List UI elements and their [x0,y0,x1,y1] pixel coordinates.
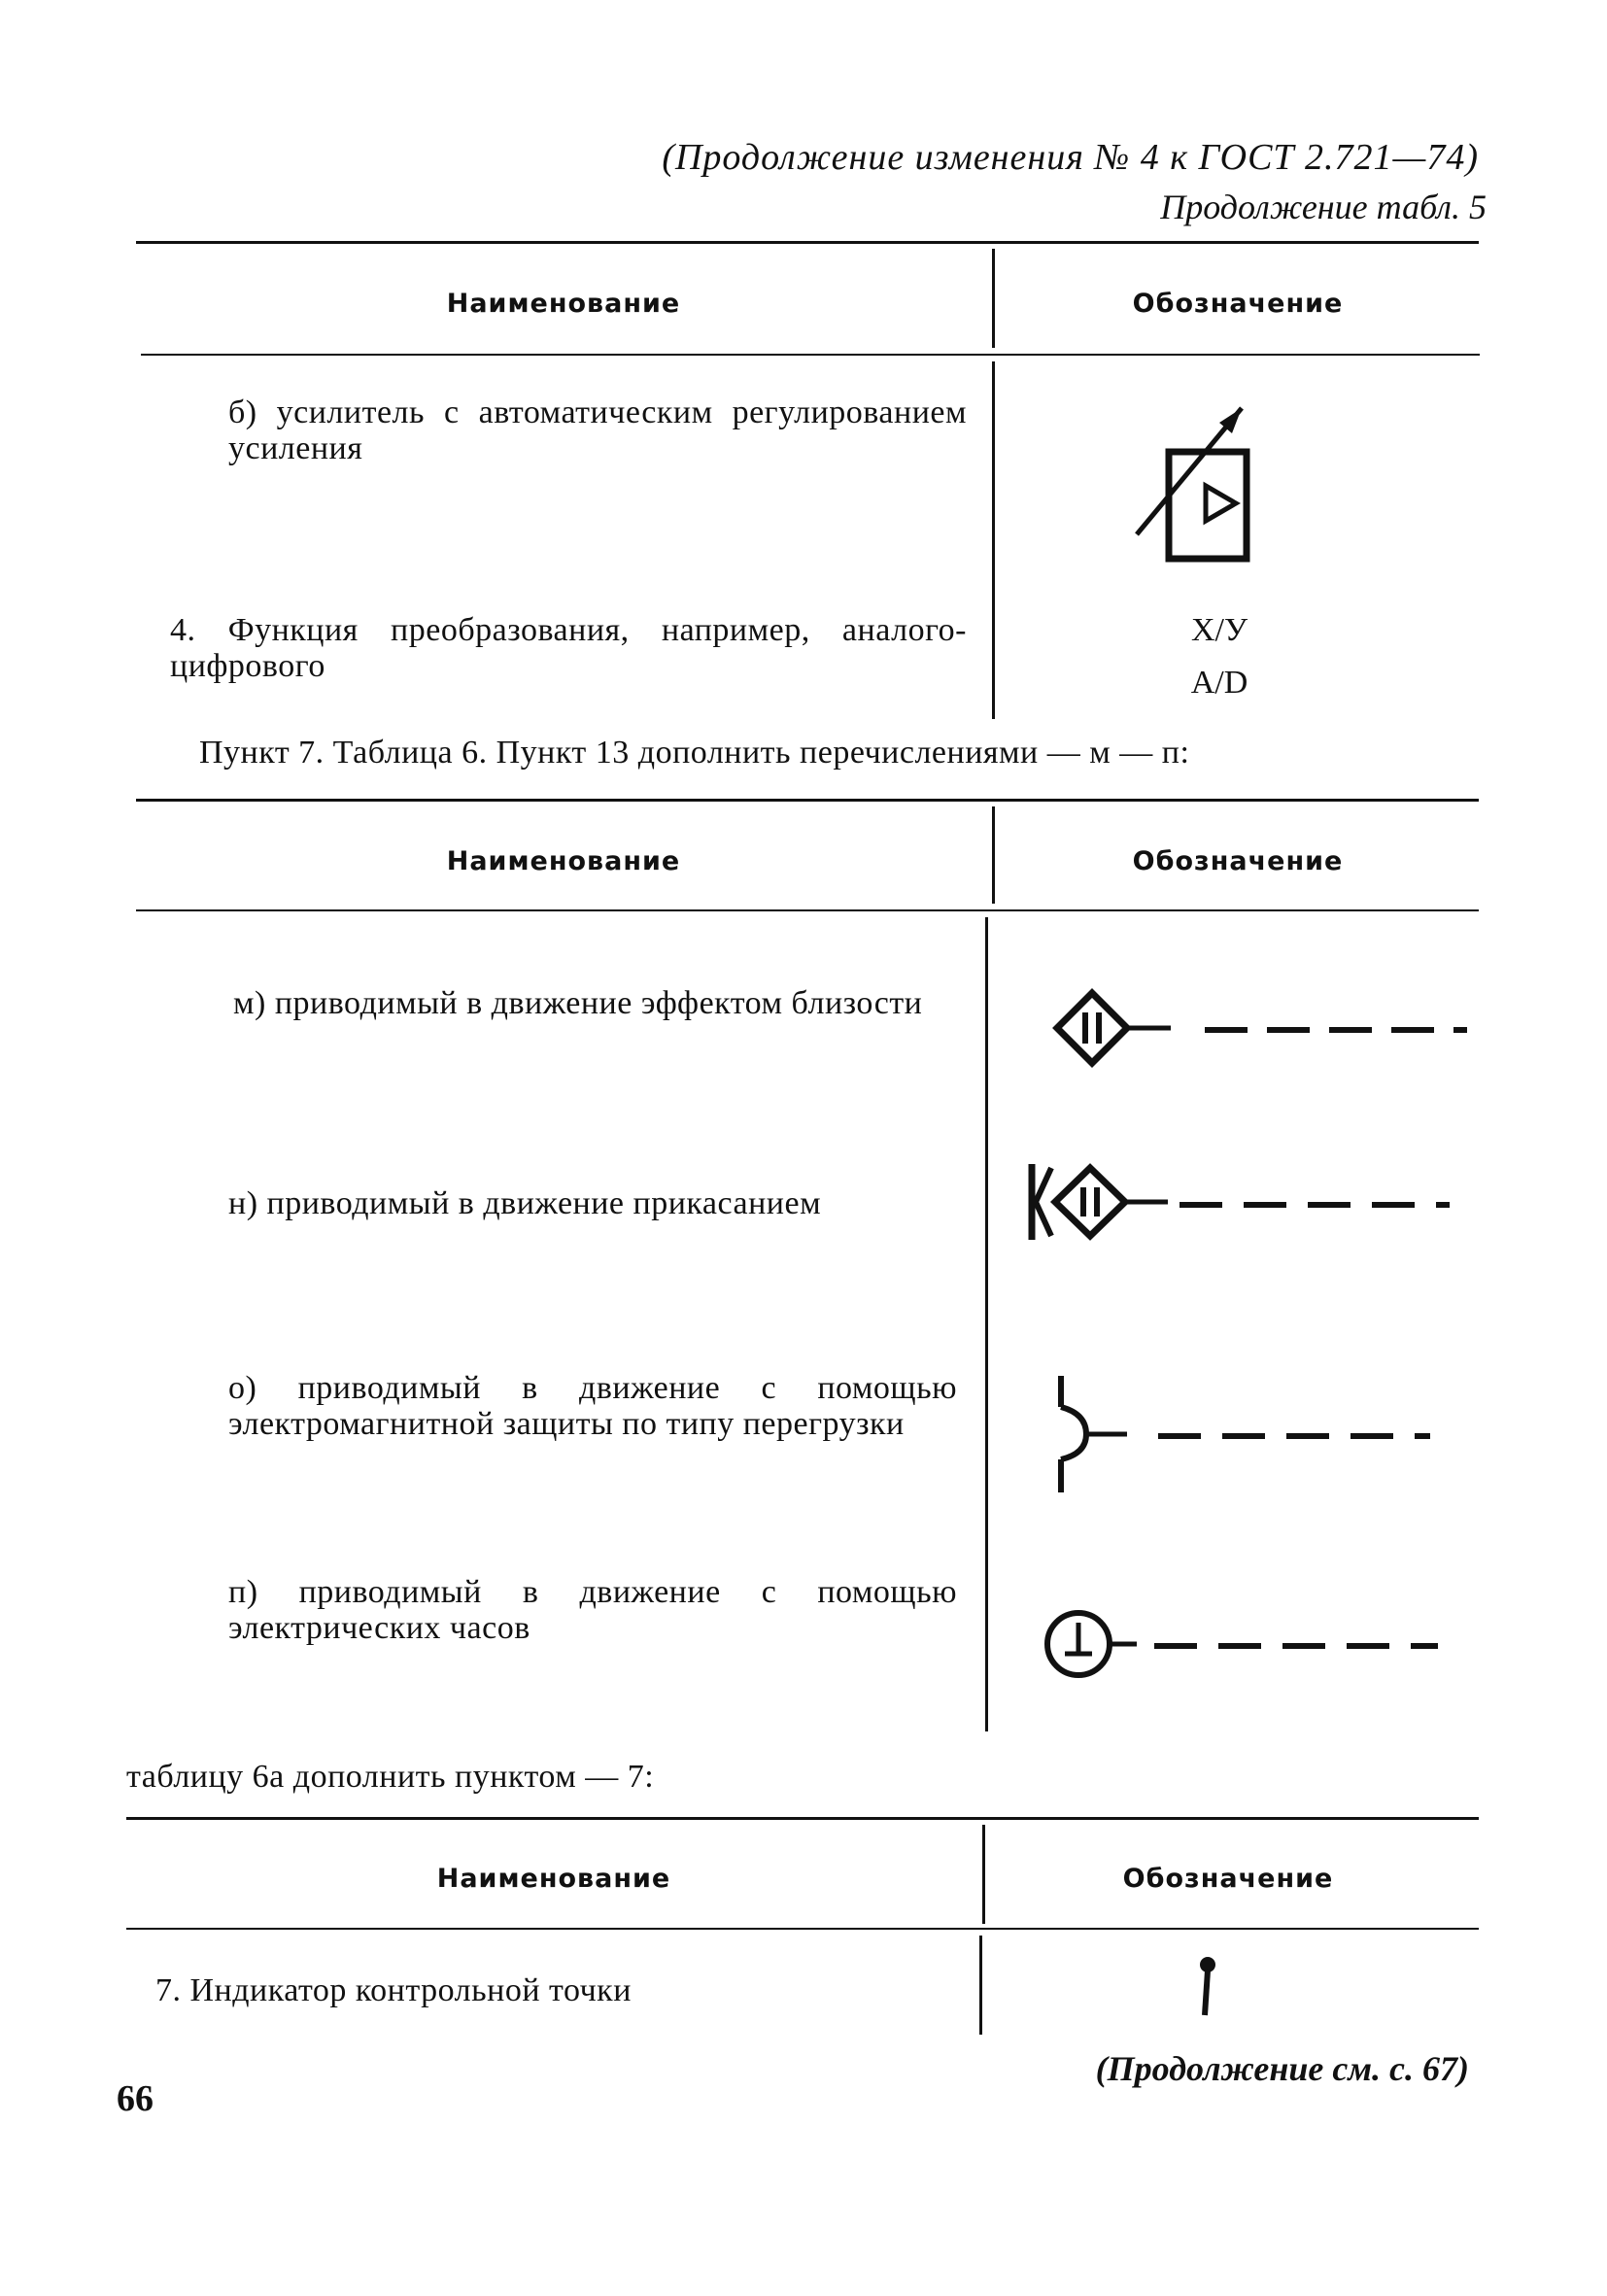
designation-symbol: X/У [1190,612,1248,648]
column-header-name: Наименование [446,289,681,319]
test-point-indicator-icon [1193,1953,1222,2021]
proximity-actuator-icon [1049,979,1477,1086]
continued-on-page: (Продолжение см. с. 67) [1095,2049,1469,2088]
header-bottom-rule [136,909,1479,911]
clock-actuator-icon [1040,1601,1448,1698]
header-bottom-rule [126,1928,1479,1930]
column-header-designation: Обозначение [1132,289,1344,319]
amplifier-agc-icon [1117,398,1292,564]
column-header-name: Наименование [436,1864,671,1894]
column-divider [979,1936,982,2035]
table-top-rule [136,799,1479,802]
column-header-name: Наименование [446,846,681,876]
table-6a-caption: таблицу 6а дополнить пунктом — 7: [126,1759,655,1795]
touch-actuator-icon [1022,1154,1469,1261]
table-row-text: 4. Функция преобразования, например, аналого-цифрового [170,612,967,684]
header-bottom-rule [141,354,1480,356]
table-row-text: 7. Индикатор контрольной точки [155,1972,632,2008]
overload-actuator-icon [1049,1370,1438,1496]
table-row-text: п) приводимый в движение с помощью электрических часов [228,1574,957,1646]
column-header-designation: Обозначение [1122,1864,1334,1894]
designation-symbol: A/D [1190,665,1248,701]
table-top-rule [126,1817,1479,1820]
continuation-header: (Продолжение изменения № 4 к ГОСТ 2.721—74) [662,137,1479,178]
column-divider [985,917,988,1731]
table-row-text: б) усилитель с автоматическим регулированием усиления [228,394,967,466]
column-header-designation: Обозначение [1132,846,1344,876]
column-divider [992,361,995,719]
page-number: 66 [117,2078,154,2119]
table-row-text: м) приводимый в движение эффектом близости [233,985,923,1021]
table-top-rule [136,241,1479,244]
table-row-text: о) приводимый в движение с помощью электромагнитной защиты по типу перегрузки [228,1370,957,1442]
table-continuation-label: Продолжение табл. 5 [1160,188,1487,226]
item-7-caption: Пункт 7. Таблица 6. Пункт 13 дополнить перечислениями — м — п: [199,735,1190,771]
table-row-text: н) приводимый в движение прикасанием [228,1185,822,1221]
